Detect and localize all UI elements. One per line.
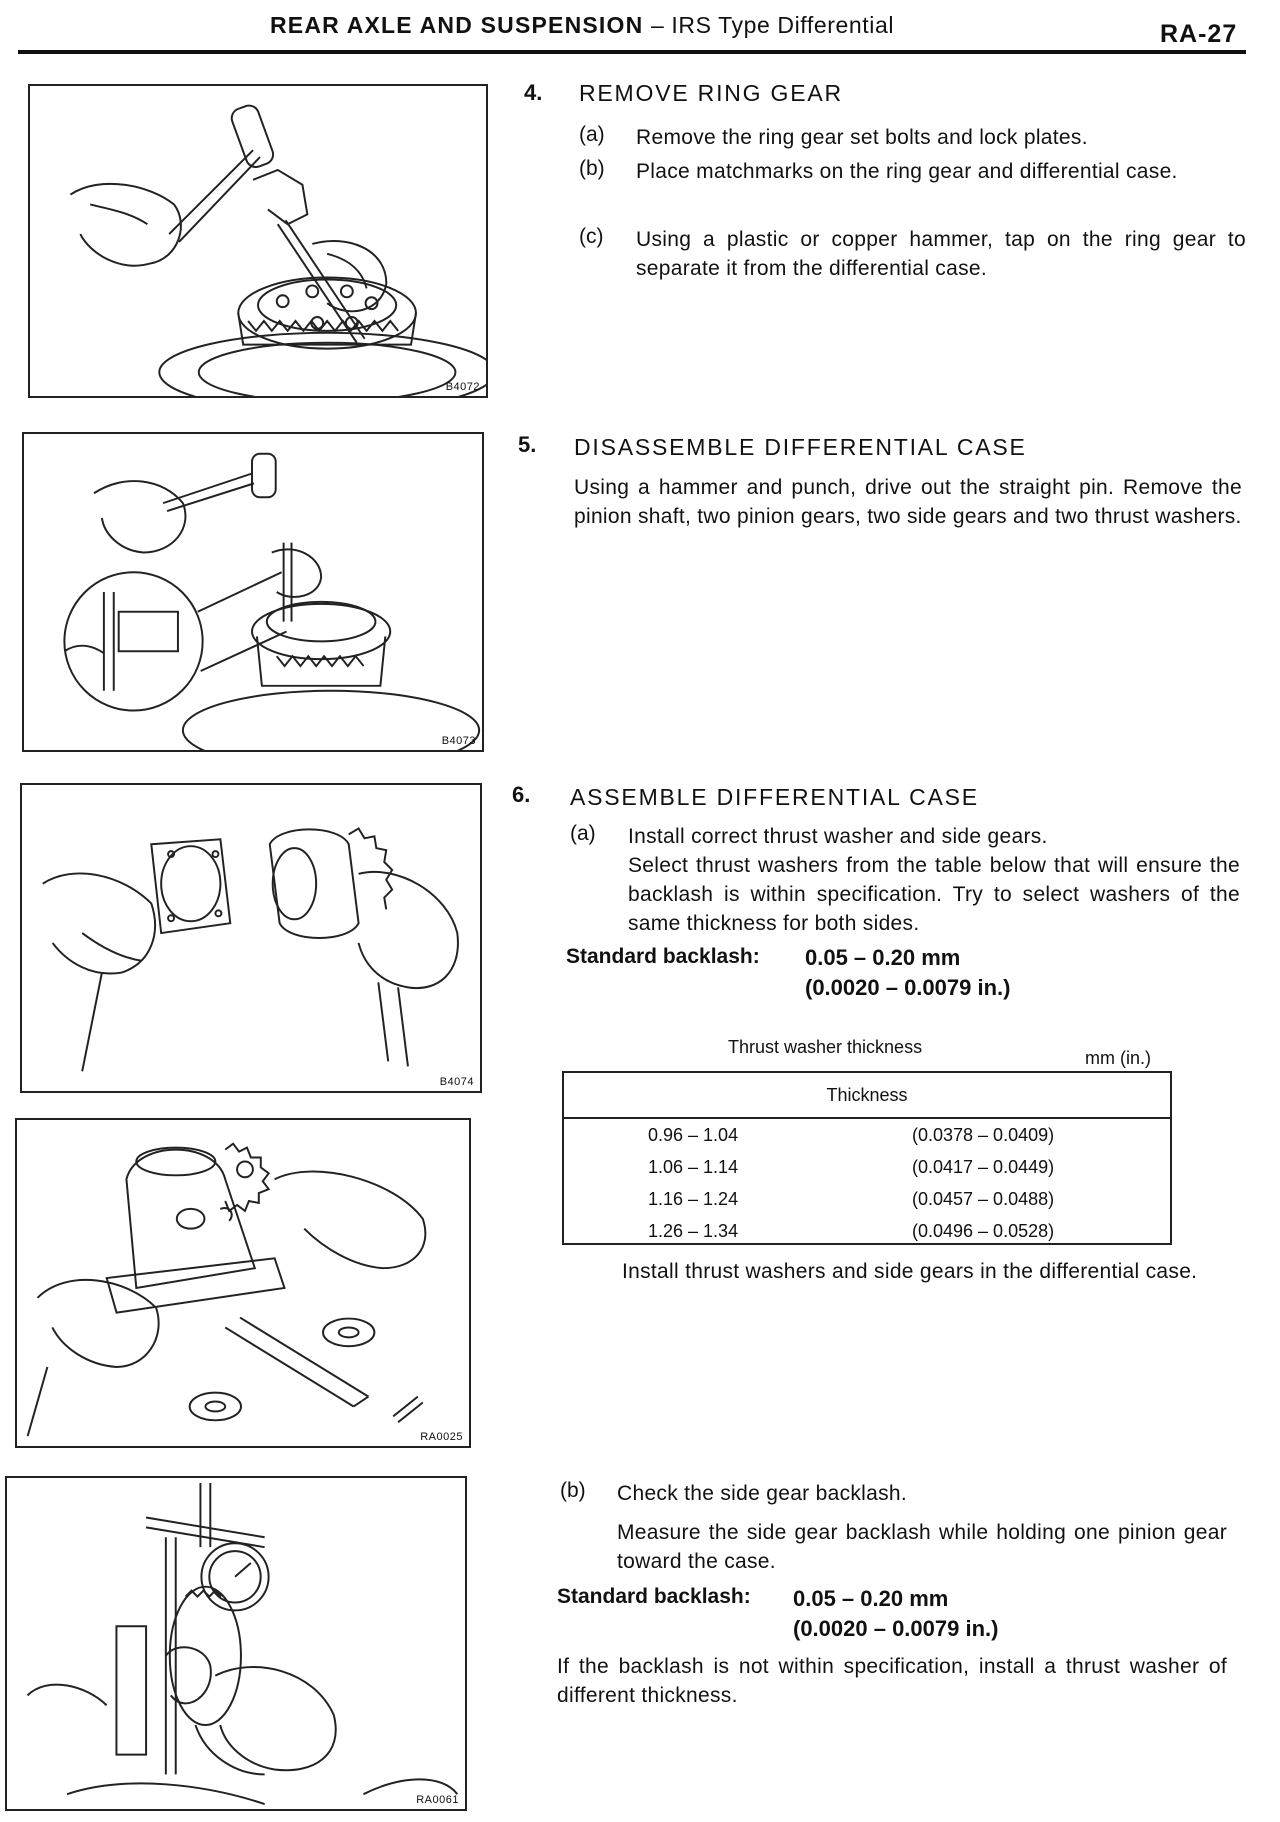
hammer-punch-straight-pin-illustration [24, 434, 482, 750]
row-thickness-mm: 1.06 – 1.14 [648, 1156, 739, 1177]
step-6a-spec-mm: 0.05 – 0.20 mm [805, 945, 961, 970]
step-5-number: 5. [518, 432, 537, 457]
figure-assemble-case [20, 783, 482, 1093]
table-units: mm (in.) [1085, 1048, 1151, 1068]
step-6a-spec-label: Standard backlash: [566, 945, 760, 968]
step-6a-line1: Install correct thrust washer and side gears. [628, 825, 1048, 848]
row-thickness-mm: 1.16 – 1.24 [648, 1188, 739, 1209]
step-6-title: ASSEMBLE DIFFERENTIAL CASE [570, 784, 979, 810]
step-4a-letter: (a) [579, 123, 605, 146]
section-title: REAR AXLE AND SUSPENSION [270, 12, 644, 38]
table-header: Thickness [564, 1073, 1170, 1119]
step-4a-text: Remove the ring gear set bolts and lock plates. [636, 126, 1088, 149]
figure-code: B4073 [441, 735, 476, 747]
subsection-title: – IRS Type Differential [651, 12, 895, 38]
row-thickness-mm: 0.96 – 1.04 [648, 1124, 739, 1145]
hammer-tapping-ring-gear-illustration [30, 86, 486, 396]
thrust-washer-table [562, 1071, 1172, 1245]
figure-install-gears [15, 1118, 471, 1448]
page-header-title [270, 12, 894, 39]
figure-check-backlash [5, 1476, 467, 1811]
step-4-title: REMOVE RING GEAR [579, 80, 843, 106]
step-6a-letter: (a) [570, 822, 596, 845]
install-gears-in-case-illustration [17, 1120, 469, 1446]
step-6b-letter: (b) [560, 1479, 586, 1502]
step-4c-letter: (c) [579, 225, 604, 248]
thrust-washer-side-gear-illustration [22, 785, 480, 1091]
row-thickness-in: (0.0457 – 0.0488) [912, 1188, 1055, 1209]
step-4-number: 4. [524, 80, 543, 105]
step-6b-spec-mm: 0.05 – 0.20 mm [793, 1586, 949, 1611]
step-6b-final-text: If the backlash is not within specification, install a thrust washer of different thickness. [557, 1655, 1227, 1707]
row-thickness-in: (0.0417 – 0.0449) [912, 1156, 1055, 1177]
step-6b-line1: Check the side gear backlash. [617, 1482, 908, 1505]
step-6a-spec-in: (0.0020 – 0.0079 in.) [805, 975, 1011, 1000]
figure-code: B4072 [445, 381, 480, 393]
page-number: RA-27 [1160, 20, 1238, 48]
step-6b-text: Measure the side gear backlash while holding one pinion gear toward the case. [617, 1521, 1227, 1573]
step-4b-letter: (b) [579, 157, 605, 180]
row-thickness-in: (0.0496 – 0.0528) [912, 1220, 1055, 1241]
step-6b-spec-label: Standard backlash: [557, 1585, 751, 1608]
step-6-number: 6. [512, 782, 531, 807]
figure-code: RA0061 [416, 1794, 459, 1806]
figure-code: RA0025 [420, 1431, 463, 1443]
header-divider [18, 50, 1246, 54]
step-6b-spec-in: (0.0020 – 0.0079 in.) [793, 1616, 999, 1641]
table-row [564, 1119, 1170, 1151]
install-washers-text: Install thrust washers and side gears in the differential case. [622, 1260, 1198, 1283]
dial-indicator-backlash-illustration [7, 1478, 465, 1809]
table-row [564, 1215, 1170, 1247]
step-4b-text: Place matchmarks on the ring gear and differential case. [636, 160, 1178, 183]
step-6a-text: Select thrust washers from the table below that will ensure the backlash is within specification. Try to select washers of the same thickness for both sides. [628, 854, 1240, 935]
row-thickness-mm: 1.26 – 1.34 [648, 1220, 739, 1241]
figure-code: B4074 [439, 1076, 474, 1088]
figure-disassemble-case [22, 432, 484, 752]
row-thickness-in: (0.0378 – 0.0409) [912, 1124, 1055, 1145]
table-row [564, 1151, 1170, 1183]
table-caption: Thrust washer thickness [728, 1037, 923, 1057]
step-5-title: DISASSEMBLE DIFFERENTIAL CASE [574, 434, 1027, 460]
step-5-text: Using a hammer and punch, drive out the straight pin. Remove the pinion shaft, two pinion gears, two side gears and two thrust washers. [574, 476, 1242, 528]
step-4c-text: Using a plastic or copper hammer, tap on the ring gear to separate it from the differential case. [636, 228, 1246, 280]
table-row [564, 1183, 1170, 1215]
figure-remove-ring-gear [28, 84, 488, 398]
